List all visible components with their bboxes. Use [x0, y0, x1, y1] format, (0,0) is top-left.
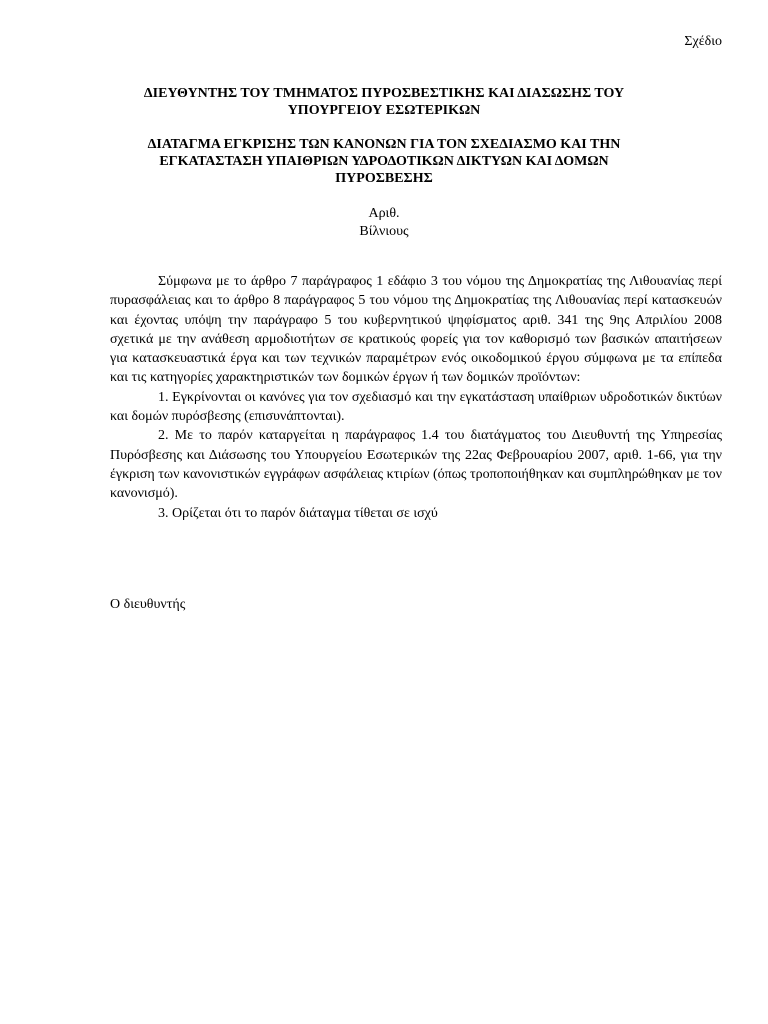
decree-number-label: Αριθ.: [368, 206, 400, 221]
issuing-authority-line-2: ΥΠΟΥΡΓΕΙΟΥ ΕΣΩΤΕΡΙΚΩΝ: [287, 103, 481, 118]
decree-title: [110, 136, 658, 187]
decree-title-line-1: ΔΙΑΤΑΓΜΑ ΕΓΚΡΙΣΗΣ ΤΩΝ ΚΑΝΟΝΩΝ ΓΙΑ ΤΟΝ ΣΧΕΔΙΑΣΜΟ ΚΑΙ ΤΗΝ: [147, 137, 621, 152]
issuing-authority: [110, 85, 658, 119]
decree-number-block: [110, 205, 658, 241]
decree-body: [110, 272, 722, 523]
decree-item-3: 3. Ορίζεται ότι το παρόν διάταγμα τίθεται σε ισχύ: [158, 505, 438, 521]
draft-label: Σχέδιο: [684, 34, 722, 49]
decree-item-2: 2. Με το παρόν καταργείται η παράγραφος 1.4 του διατάγματος του Διευθυντή της Υπηρεσίας Πυρόσβεσης και Διάσωσης του Υπουργείου Εσωτερικών της 22ας Φεβρουαρίου 2007, αριθ. 1-66, για την έγκριση των κανονιστικών εγγράφων ασφάλειας κτιρίων (όπως τροποποιήθηκαν και συμπληρώθηκαν με τον κανονισμό).: [110, 428, 722, 502]
decree-item-1: 1. Εγκρίνονται οι κανόνες για τον σχεδιασμό και την εγκατάσταση υπαίθριων υδροδοτικών δικτύων και δομών πυρόσβεσης (επισυνάπτονται).: [110, 389, 722, 425]
signature-label: Ο διευθυντής: [110, 597, 186, 612]
decree-title-line-3: ΠΥΡΟΣΒΕΣΗΣ: [335, 171, 433, 186]
preamble-paragraph: Σύμφωνα με το άρθρο 7 παράγραφος 1 εδάφιο 3 του νόμου της Δημοκρατίας της Λιθουανίας περί πυρασφάλειας και το άρθρο 8 παράγραφος 5 του νόμου της Δημοκρατίας της Λιθουανίας περί κατασκευών και έχοντας υπόψη την παράγραφο 5 του κυβερνητικού ψηφίσματος αριθ. 341 της 9ης Απριλίου 2008 σχετικά με την ανάθεση αρμοδιοτήτων σε κρατικούς φορείς για τον καθορισμό των βασικών απαιτήσεων για κατασκευαστικά έργα και των τεχνικών παραμέτρων ενός οικοδομικού έργου σύμφωνα με τα επίπεδα και τις κατηγορίες χαρακτηριστικών των δομικών έργων ή των δομικών προϊόντων:: [110, 274, 722, 386]
decree-title-line-2: ΕΓΚΑΤΑΣΤΑΣΗ ΥΠΑΙΘΡΙΩΝ ΥΔΡΟΔΟΤΙΚΩΝ ΔΙΚΤΥΩΝ ΚΑΙ ΔΟΜΩΝ: [159, 154, 609, 169]
issuing-authority-line-1: ΔΙΕΥΘΥΝΤΗΣ ΤΟΥ ΤΜΗΜΑΤΟΣ ΠΥΡΟΣΒΕΣΤΙΚΗΣ ΚΑΙ ΔΙΑΣΩΣΗΣ ΤΟΥ: [143, 86, 625, 101]
decree-place: Βίλνιους: [359, 224, 409, 239]
